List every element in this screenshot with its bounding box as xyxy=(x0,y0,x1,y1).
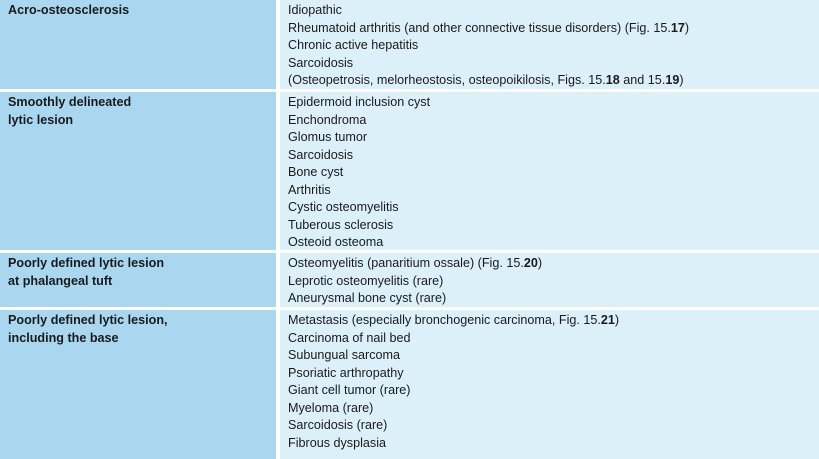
diagnosis-text: Osteomyelitis (panaritium ossale) (Fig. 15. xyxy=(288,256,524,270)
diagnosis-item xyxy=(288,365,813,383)
diagnosis-text: Leprotic osteomyelitis (rare) xyxy=(288,273,444,288)
diagnosis-list-cell xyxy=(280,0,819,89)
diagnosis-item xyxy=(288,347,813,365)
diagnosis-text: Aneurysmal bone cyst (rare) xyxy=(288,291,447,305)
diagnosis-text: Idiopathic xyxy=(288,3,342,17)
diagnosis-text: Myeloma (rare) xyxy=(288,400,374,415)
diagnosis-text: Epidermoid inclusion cyst xyxy=(288,95,431,109)
diagnosis-item xyxy=(288,20,813,38)
diagnosis-item xyxy=(288,330,813,348)
diagnosis-text: Sarcoidosis (rare) xyxy=(288,418,388,432)
diagnosis-item xyxy=(288,417,813,435)
diagnosis-list-cell xyxy=(280,310,819,459)
diagnosis-item xyxy=(288,164,813,182)
diagnosis-item xyxy=(288,129,813,147)
diagnosis-text: Chronic active hepatitis xyxy=(288,38,419,52)
category-label: Smoothly delineated xyxy=(8,95,132,109)
category-cell xyxy=(0,92,276,250)
diagnosis-item xyxy=(288,312,813,330)
diagnosis-text: Metastasis (especially bronchogenic carcinoma, Fig. 15. xyxy=(288,313,601,327)
category-cell xyxy=(0,253,276,307)
diagnosis-item xyxy=(288,382,813,400)
figure-reference-number: 21 xyxy=(600,313,615,327)
diagnosis-text: Cystic osteomyelitis xyxy=(288,200,399,214)
diagnosis-text: Sarcoidosis xyxy=(288,147,354,162)
category-label: including the base xyxy=(8,330,119,345)
diagnosis-item xyxy=(288,234,813,252)
diagnosis-item xyxy=(288,435,813,453)
diagnosis-item xyxy=(288,199,813,217)
diagnosis-item xyxy=(288,72,813,90)
diagnosis-text: Arthritis xyxy=(288,182,331,197)
diagnosis-item xyxy=(288,273,813,291)
figure-reference-number: 18 xyxy=(605,73,620,87)
diagnosis-text: ) xyxy=(614,313,620,327)
diagnosis-text: (Osteopetrosis, melorheostosis, osteopoikilosis, Figs. 15. xyxy=(288,73,606,87)
category-cell xyxy=(0,310,276,459)
diagnosis-text: and 15. xyxy=(619,73,666,87)
diagnosis-item xyxy=(288,37,813,55)
diagnosis-text: Fibrous dysplasia xyxy=(288,435,386,450)
diagnosis-item xyxy=(288,94,813,112)
diagnosis-item xyxy=(288,400,813,418)
diagnosis-text: Enchondroma xyxy=(288,112,367,127)
diagnosis-item xyxy=(288,2,813,20)
table-row xyxy=(0,253,819,307)
diagnosis-text: Rheumatoid arthritis (and other connective tissue disorders) (Fig. 15. xyxy=(288,20,671,35)
diagnosis-text: Bone cyst xyxy=(288,165,344,179)
diagnosis-text: Sarcoidosis xyxy=(288,55,354,70)
table-row xyxy=(0,92,819,250)
diagnosis-item xyxy=(288,290,813,308)
diagnosis-text: ) xyxy=(684,20,690,35)
diagnosis-text: Giant cell tumor (rare) xyxy=(288,383,411,397)
figure-reference-number: 20 xyxy=(523,256,538,270)
diagnosis-item xyxy=(288,55,813,73)
diagnosis-item xyxy=(288,217,813,235)
category-label: Poorly defined lytic lesion xyxy=(8,256,165,270)
category-label: lytic lesion xyxy=(8,112,74,127)
diagnosis-item xyxy=(288,147,813,165)
table-row xyxy=(0,310,819,459)
diagnosis-text: Psoriatic arthropathy xyxy=(288,365,404,380)
diagnosis-text: Osteoid osteoma xyxy=(288,235,384,249)
category-label: Poorly defined lytic lesion, xyxy=(8,313,168,327)
diagnosis-item xyxy=(288,182,813,200)
table-row xyxy=(0,0,819,89)
figure-reference-number: 19 xyxy=(665,73,680,87)
diagnosis-item xyxy=(288,112,813,130)
diagnosis-text: Subungual sarcoma xyxy=(288,348,401,362)
category-label: at phalangeal tuft xyxy=(8,273,113,288)
diagnosis-text: Carcinoma of nail bed xyxy=(288,330,411,345)
category-cell xyxy=(0,0,276,89)
diagnosis-list-cell xyxy=(280,253,819,307)
figure-reference-number: 17 xyxy=(670,20,685,35)
diagnosis-list-cell xyxy=(280,92,819,250)
diagnosis-text: Tuberous sclerosis xyxy=(288,217,394,232)
diagnosis-item xyxy=(288,255,813,273)
diagnosis-text: ) xyxy=(679,73,684,87)
category-label: Acro-osteosclerosis xyxy=(8,3,130,17)
diagnosis-text: Glomus tumor xyxy=(288,130,368,144)
diagnosis-text: ) xyxy=(537,256,543,270)
